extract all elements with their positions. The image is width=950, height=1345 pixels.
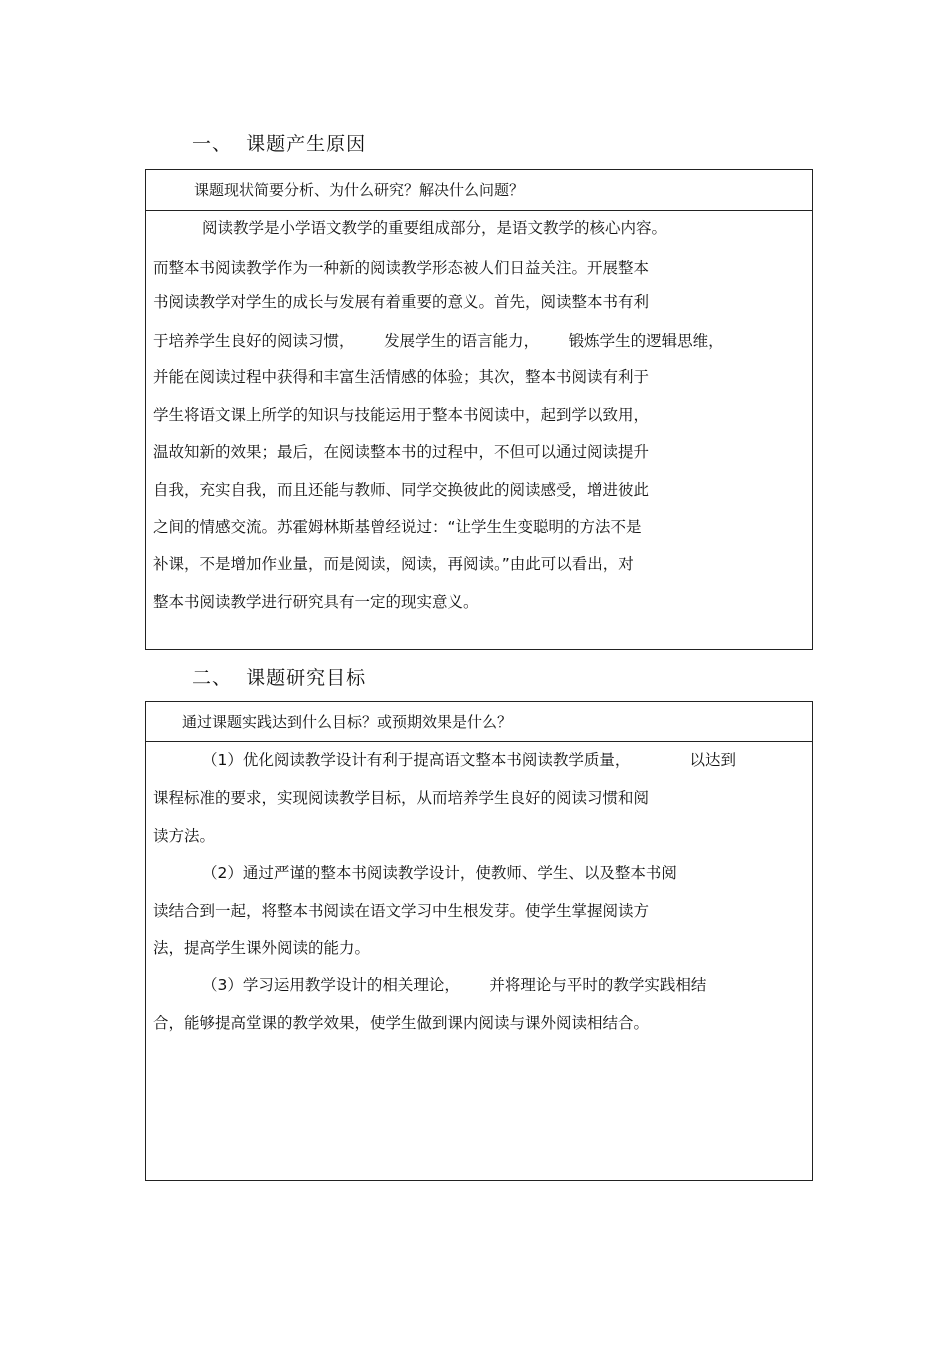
section-1-line: 并能在阅读过程中获得和丰富生活情感的体验；其次，整本书阅读有利于 — [153, 368, 650, 386]
section-2-line: 合，能够提高堂课的教学效果，使学生做到课内阅读与课外阅读相结合。 — [153, 1014, 650, 1032]
section-1-line: 学生将语文课上所学的知识与技能运用于整本书阅读中，起到学以致用， — [153, 406, 650, 424]
section-1-prompt-row — [146, 170, 812, 211]
section-2-prompt: 通过课题实践达到什么目标？或预期效果是什么？ — [182, 713, 513, 731]
section-2-line: （1）优化阅读教学设计有利于提高语文整本书阅读教学质量， 以达到 — [202, 751, 736, 769]
section-1-heading: 一、 课题产生原因 — [192, 133, 367, 155]
section-1-line: 之间的情感交流。苏霍姆林斯基曾经说过：“让学生生变聪明的方法不是 — [153, 518, 642, 536]
section-1-line: 补课，不是增加作业量，而是阅读，阅读，再阅读。”由此可以看出，对 — [153, 555, 634, 573]
section-2-table — [145, 701, 813, 1181]
section-1-line: 于培养学生良好的阅读习惯， 发展学生的语言能力， 锻炼学生的逻辑思维， — [153, 332, 724, 350]
section-2-prompt-row — [146, 702, 812, 742]
section-2-line: 读结合到一起，将整本书阅读在语文学习中生根发芽。使学生掌握阅读方 — [153, 902, 650, 920]
section-2-line: （3）学习运用教学设计的相关理论， 并将理论与平时的教学实践相结 — [202, 976, 707, 994]
section-1-line: 温故知新的效果；最后，在阅读整本书的过程中，不但可以通过阅读提升 — [153, 443, 650, 461]
section-1-table — [145, 169, 813, 650]
section-1-prompt: 课题现状简要分析、为什么研究？解决什么问题？ — [194, 181, 525, 199]
section-2-line: （2）通过严谨的整本书阅读教学设计，使教师、学生、以及整本书阅 — [202, 864, 677, 882]
section-2-line: 课程标准的要求，实现阅读教学目标，从而培养学生良好的阅读习惯和阅 — [153, 789, 650, 807]
section-1-line: 自我，充实自我，而且还能与教师、同学交换彼此的阅读感受，增进彼此 — [153, 481, 650, 499]
section-1-line: 阅读教学是小学语文教学的重要组成部分，是语文教学的核心内容。 — [202, 219, 668, 237]
section-1-line: 而整本书阅读教学作为一种新的阅读教学形态被人们日益关注。开展整本 — [153, 259, 650, 277]
section-1-line: 书阅读教学对学生的成长与发展有着重要的意义。首先，阅读整本书有利 — [153, 293, 650, 311]
section-2-line: 读方法。 — [153, 827, 216, 845]
section-2-line: 法，提高学生课外阅读的能力。 — [153, 939, 371, 957]
section-1-line: 整本书阅读教学进行研究具有一定的现实意义。 — [153, 593, 479, 611]
section-2-heading: 二、 课题研究目标 — [192, 667, 367, 689]
